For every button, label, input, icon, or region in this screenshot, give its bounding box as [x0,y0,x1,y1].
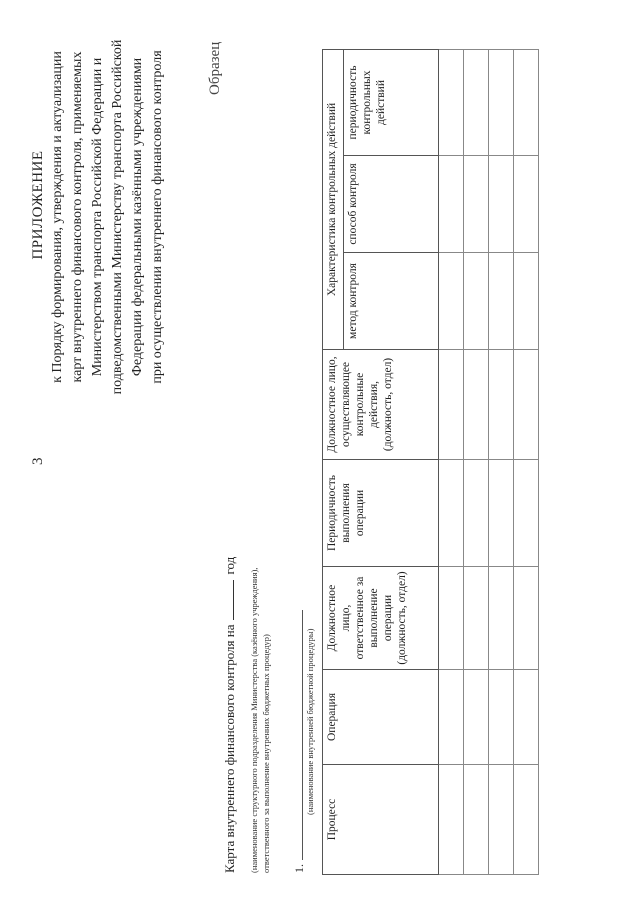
header-method: метод контроля [344,253,439,350]
table-cell [514,50,539,156]
table-cell [464,765,489,875]
table-cell [514,156,539,253]
year-blank [233,580,234,620]
table-cell [439,253,464,350]
table-cell [464,350,489,460]
page-number: 3 [30,457,46,465]
table-cell [489,765,514,875]
appendix-line: карт внутреннего финансового контроля, применяемых [70,51,85,383]
header-process: Процесс [323,765,439,875]
header-periodicity: Периодичность выполнения операции [323,460,439,567]
table-row [489,50,514,875]
table-cell [439,670,464,765]
appendix-line: Министерством транспорта Российской Федерации и [90,57,105,377]
table-cell [489,670,514,765]
table-cell [464,156,489,253]
appendix-title: ПРИЛОЖЕНИЕ [30,150,46,260]
table-cell [514,567,539,670]
table-row [514,50,539,875]
appendix-text [48,22,168,412]
table-cell [489,253,514,350]
header-controller: Должностное лицо, осуществляющее контрольные действия, (должность, отдел) [323,350,439,460]
table-cell [489,567,514,670]
table-cell [439,460,464,567]
procedure-caption: (наименование внутренней бюджетной процедуры) [305,628,315,815]
table-cell [464,567,489,670]
procedure-number: 1. [292,864,306,873]
table-cell [439,156,464,253]
map-title-text: Карта внутреннего финансового контроля на [222,624,237,873]
table-cell [439,567,464,670]
table-cell [439,50,464,156]
appendix-line: Федерации федеральными казёнными учреждениями [130,57,145,377]
table-cell [439,350,464,460]
table-cell [514,670,539,765]
table-cell [489,350,514,460]
map-title-year: год [222,556,237,575]
control-map-table-wrap [322,49,539,875]
appendix-line: к Порядку формирования, утверждения и актуализации [50,51,65,383]
appendix-line: подведомственными Министерству транспорта Российской [110,39,125,395]
sample-label: Образец [207,41,223,95]
table-cell [464,460,489,567]
table-cell [489,156,514,253]
table-cell [464,253,489,350]
table-cell [489,460,514,567]
header-operation: Операция [323,670,439,765]
department-caption: (наименование структурного подразделения Министерства (казённого учреждения), ответственного за выполнение внутренних бюджетных процедур) [249,567,271,873]
table-cell [489,50,514,156]
header-responsible: Должностное лицо, ответственное за выполнение операции (должность, отдел) [323,567,439,670]
procedure-line [302,610,303,860]
map-title [222,557,238,873]
table-cell [439,765,464,875]
header-frequency: периодичность контрольных действий [344,50,439,156]
header-way: способ контроля [344,156,439,253]
table-cell [464,670,489,765]
table-row [439,50,464,875]
appendix-line: при осуществлении внутреннего финансового контроля [150,50,165,384]
table-header-row [323,50,344,875]
table-cell [514,253,539,350]
table-cell [464,50,489,156]
table-cell [514,460,539,567]
header-characteristics: Характеристика контрольных действий [323,50,344,350]
table-row [464,50,489,875]
control-map-table [322,49,539,875]
table-cell [514,765,539,875]
table-cell [514,350,539,460]
